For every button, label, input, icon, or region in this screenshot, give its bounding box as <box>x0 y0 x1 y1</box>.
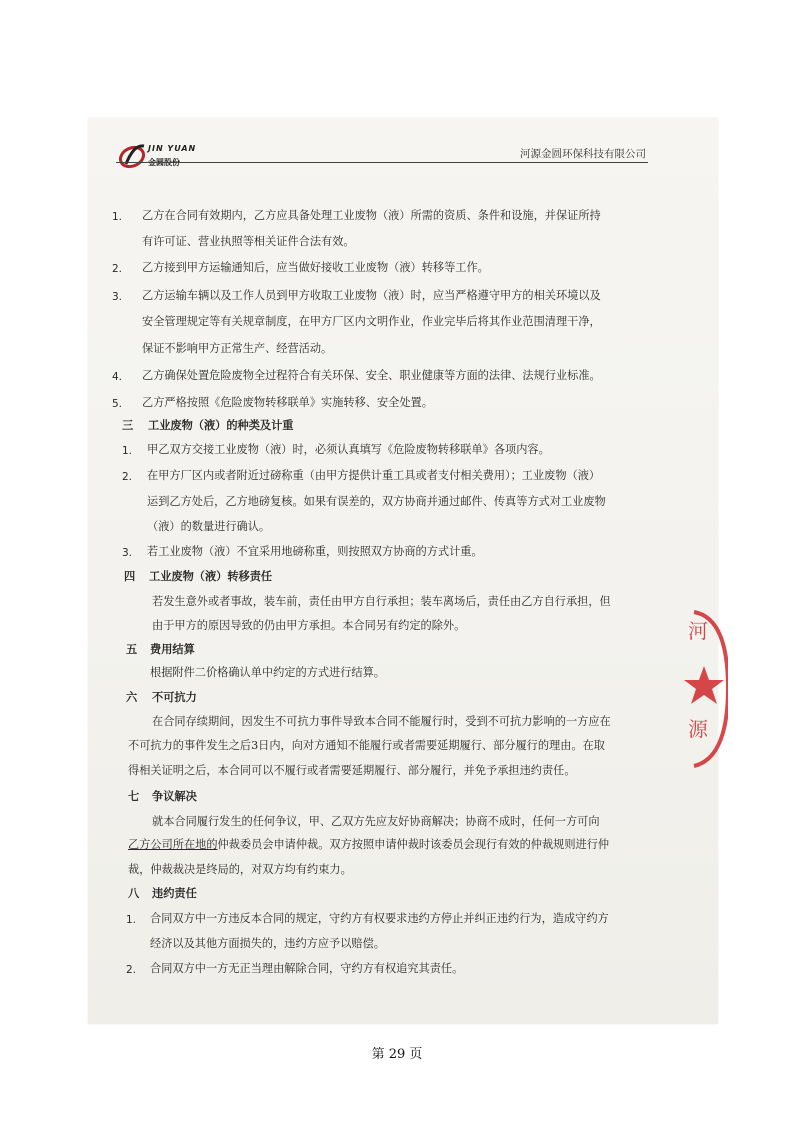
text-line: 乙方确保处置危险废物全过程符合有关环保、安全、职业健康等方面的法律、法规行业标准。 <box>142 369 601 382</box>
company-name: 河源金圆环保科技有限公司 <box>520 148 646 160</box>
item-number: 3. <box>122 547 133 559</box>
item-number: 2. <box>126 964 137 976</box>
text-line: 乙方严格按照《危险废物转移联单》实施转移、安全处置。 <box>142 396 433 409</box>
text-line: 不可抗力的事件发生之后3日内，向对方通知不能履行或者需要延期履行、部分履行的理由。在取 <box>128 739 605 752</box>
text-line: 若发生意外或者事故，装车前，责任由甲方自行承担；装车离场后，责任由乙方自行承担，但 <box>152 595 611 608</box>
text-line: 保证不影响甲方正常生产、经营活动。 <box>142 342 333 355</box>
section-heading: 费用结算 <box>150 643 195 656</box>
section-heading: 违约责任 <box>152 887 197 900</box>
item-number: 1. <box>112 211 123 223</box>
text-line <box>128 837 609 853</box>
text-line: 在合同存续期间，因发生不可抗力事件导致本合同不能履行时，受到不可抗力影响的一方应在 <box>152 715 611 728</box>
item-number: 3. <box>112 291 123 303</box>
section-number: 六 <box>126 691 138 704</box>
text-line: 乙方运输车辆以及工作人员到甲方收取工业废物（液）时，应当严格遵守甲方的相关环境以及 <box>142 289 601 302</box>
logo-text-en: JIN YUAN <box>148 144 197 153</box>
item-number: 2. <box>112 263 123 275</box>
text-line: 运到乙方处后，乙方地磅复核。如果有误差的，双方协商并通过邮件、传真等方式对工业废物 <box>147 495 606 508</box>
text-line: 根据附件二价格确认单中约定的方式进行结算。 <box>150 666 385 679</box>
section-number: 七 <box>128 790 140 803</box>
text-line: 合同双方中一方违反本合同的规定，守约方有权要求违约方停止并纠正违约行为，造成守约方 <box>150 912 609 925</box>
underlined-blank: 乙方公司所在地的 <box>128 838 218 851</box>
text-fragment: 仲裁委员会申请仲裁。双方按照申请仲裁时该委员会现行有效的仲裁规则进行仲 <box>217 838 610 851</box>
text-line: 裁，仲裁裁决是终局的，对双方均有约束力。 <box>128 863 352 876</box>
text-line: 在甲方厂区内或者附近过磅称重（由甲方提供计重工具或者支付相关费用）；工业废物（液） <box>147 469 601 482</box>
section-number: 四 <box>124 570 136 583</box>
section-number: 八 <box>128 887 140 900</box>
section-heading: 工业废物（液）的种类及计重 <box>148 419 294 432</box>
text-line: 有许可证、营业执照等相关证件合法有效。 <box>142 235 355 248</box>
seal-char-2: 源 <box>688 717 708 741</box>
text-line: 得相关证明之后，本合同可以不履行或者需要延期履行、部分履行，并免予承担违约责任。 <box>128 764 576 777</box>
text-line: 甲乙双方交接工业废物（液）时，必须认真填写《危险废物转移联单》各项内容。 <box>147 443 550 456</box>
text-line: 合同双方中一方无正当理由解除合同，守约方有权追究其责任。 <box>150 962 464 975</box>
text-line: 就本合同履行发生的任何争议，甲、乙双方先应友好协商解决；协商不成时，任何一方可向 <box>152 815 600 828</box>
page-number: 第 29 页 <box>371 1047 423 1062</box>
text-line: 由于甲方的原因导致的仍由甲方承担。本合同另有约定的除外。 <box>152 619 466 632</box>
section-number: 五 <box>126 643 138 656</box>
text-line: 经济以及其他方面损失的，违约方应予以赔偿。 <box>150 937 385 950</box>
text-line: 乙方在合同有效期内，乙方应具备处理工业废物（液）所需的资质、条件和设施，并保证所持 <box>142 209 601 222</box>
section-heading: 不可抗力 <box>152 691 197 704</box>
text-line: 乙方接到甲方运输通知后，应当做好接收工业废物（液）转移等工作。 <box>142 261 489 274</box>
seal-char-1: 河 <box>688 619 708 643</box>
text-line: 安全管理规定等有关规章制度，在甲方厂区内文明作业，作业完毕后将其作业范围清理干净， <box>142 315 601 328</box>
item-number: 1. <box>122 445 133 457</box>
text-line: 若工业废物（液）不宜采用地磅称重，则按照双方协商的方式计重。 <box>147 545 483 558</box>
text-line: （液）的数量进行确认。 <box>147 520 271 533</box>
item-number: 1. <box>126 914 137 926</box>
item-number: 2. <box>122 471 133 483</box>
document-body <box>88 118 718 1024</box>
section-number: 三 <box>122 419 134 432</box>
section-heading: 工业废物（液）转移责任 <box>149 570 273 583</box>
item-number: 4. <box>112 371 123 383</box>
section-heading: 争议解决 <box>152 790 197 803</box>
item-number: 5. <box>112 398 123 410</box>
scanned-page <box>88 118 718 1024</box>
